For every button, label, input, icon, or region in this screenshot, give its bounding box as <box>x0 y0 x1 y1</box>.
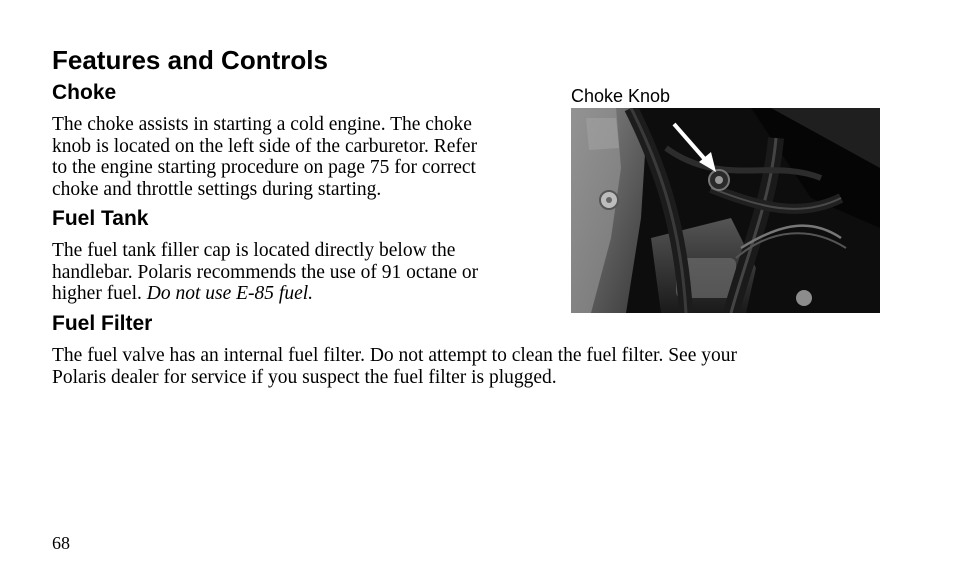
choke-line: The choke assists in starting a cold engine. The choke <box>52 114 472 135</box>
fuel-tank-paragraph <box>52 240 478 305</box>
fuel-warning: Do not use E-85 fuel. <box>146 283 314 304</box>
choke-knob-photo <box>571 108 880 313</box>
choke-heading: Choke <box>52 81 117 104</box>
fuel-filter-paragraph <box>52 345 737 388</box>
page-title: Features and Controls <box>52 45 328 75</box>
fuel-tank-last-line-text: higher fuel. <box>52 283 147 304</box>
fuel-tank-heading: Fuel Tank <box>52 207 149 230</box>
choke-line: to the engine starting procedure on page 75 for correct <box>52 157 476 178</box>
choke-paragraph <box>52 114 477 200</box>
figure-caption: Choke Knob <box>571 86 671 106</box>
engine-photo-illustration <box>571 108 880 313</box>
fuel-filter-heading: Fuel Filter <box>52 312 153 335</box>
fuel-tank-line: handlebar. Polaris recommends the use of 91 octane or <box>52 261 479 283</box>
fuel-tank-line: The fuel tank filler cap is located directly below the <box>52 240 456 261</box>
choke-line: choke and throttle settings during starting. <box>52 178 382 200</box>
page-number: 68 <box>52 533 70 553</box>
choke-line: knob is located on the left side of the carburetor. Refer <box>52 135 478 157</box>
fuel-filter-line: The fuel valve has an internal fuel filter. Do not attempt to clean the fuel filter. See your <box>52 345 737 366</box>
fuel-filter-line: Polaris dealer for service if you suspect the fuel filter is plugged. <box>52 366 557 388</box>
fuel-tank-line <box>52 283 478 305</box>
